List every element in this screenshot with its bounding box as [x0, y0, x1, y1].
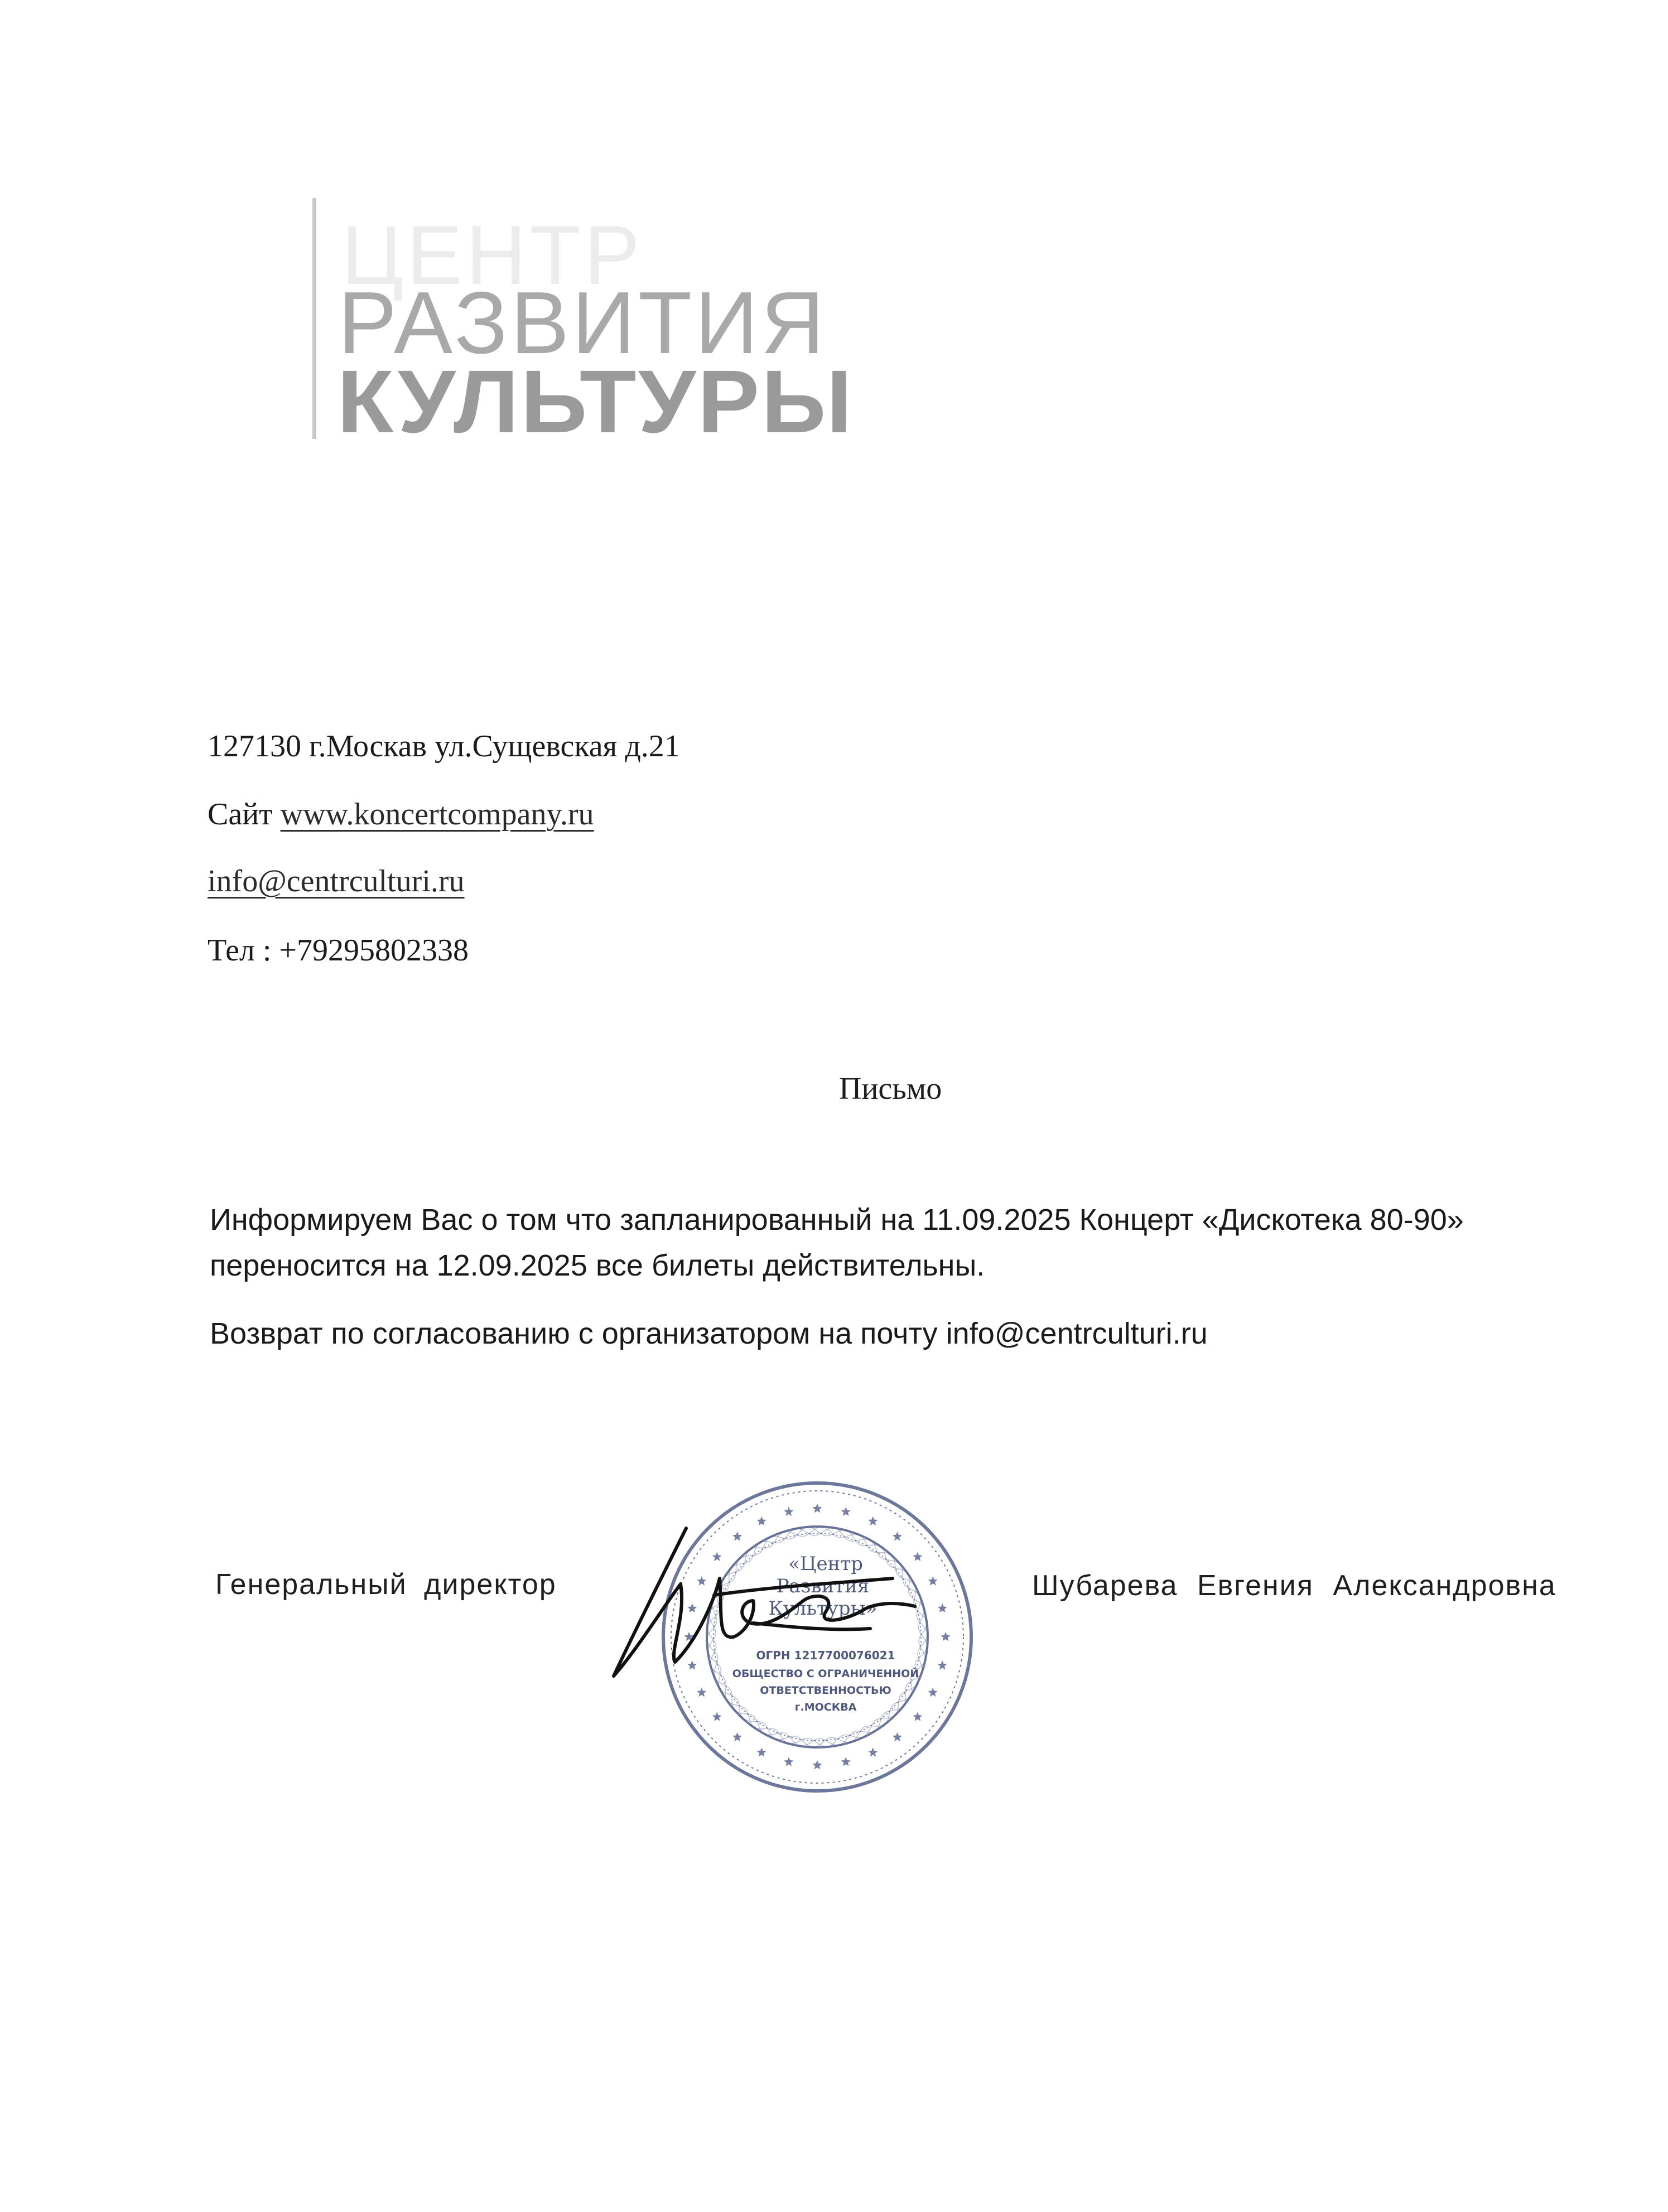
stamp-ogrn: ОГРН 1217700076021: [756, 1649, 895, 1662]
stamp-star: [784, 1507, 793, 1516]
stamp-star: [812, 1504, 822, 1513]
stamp-star: [868, 1747, 878, 1756]
stamp-legal-line-2: ОТВЕТСТВЕННОСТЬЮ: [760, 1684, 891, 1697]
stamp-star: [913, 1712, 922, 1721]
stamp-star: [732, 1732, 742, 1741]
handwritten-signature: [602, 1517, 948, 1684]
signatory-role: Генеральный директор: [215, 1568, 557, 1601]
site-line: [208, 799, 594, 830]
letter-paragraph-2: Возврат по согласованию с организатором на почту info@centrculturi.ru: [210, 1317, 1208, 1350]
stamp-star: [712, 1712, 722, 1721]
stamp-star: [697, 1688, 706, 1697]
phone-line: Тел : +79295802338: [208, 933, 469, 968]
stamp-org-line-2: Развития: [776, 1575, 870, 1597]
stamp-star: [893, 1732, 902, 1741]
logo-line-razvitiya: РАЗВИТИЯ: [338, 274, 827, 372]
stamp-star: [841, 1507, 851, 1516]
stamp-org-line-3: Культуры»: [768, 1597, 878, 1620]
letter-paragraph-1-line-1: Информируем Вас о том что запланированный на 11.09.2025 Концерт «Дискотека 80-90»: [210, 1203, 1464, 1237]
site-link[interactable]: www.koncertcompany.ru: [280, 797, 594, 832]
stamp-org-line-1: «Центр: [788, 1553, 863, 1575]
email-line: [208, 866, 465, 897]
stamp-star: [928, 1688, 938, 1697]
stamp-city: г.МОСКВА: [794, 1701, 857, 1713]
site-label: Сайт: [208, 797, 273, 832]
logo-line-kultury: КУЛЬТУРЫ: [337, 351, 854, 451]
email-link[interactable]: info@centrculturi.ru: [208, 864, 465, 899]
stamp-legal-line-1: ОБЩЕСТВО С ОГРАНИЧЕННОЙ: [732, 1668, 919, 1680]
letter-title: Письмо: [839, 1071, 942, 1106]
letter-paragraph-1-line-2: переносится на 12.09.2025 все билеты действительны.: [210, 1249, 985, 1282]
signatory-name: Шубарева Евгения Александровна: [1032, 1569, 1556, 1602]
stamp-star: [812, 1760, 822, 1769]
logo-faint-text: ЦЕНТР: [341, 208, 644, 302]
logo-divider: [312, 198, 316, 439]
stamp-star: [757, 1747, 766, 1756]
address-line: 127130 г.Москав ул.Сущевская д.21: [208, 729, 680, 764]
stamp-star: [784, 1757, 793, 1766]
stamp-star: [841, 1757, 851, 1766]
